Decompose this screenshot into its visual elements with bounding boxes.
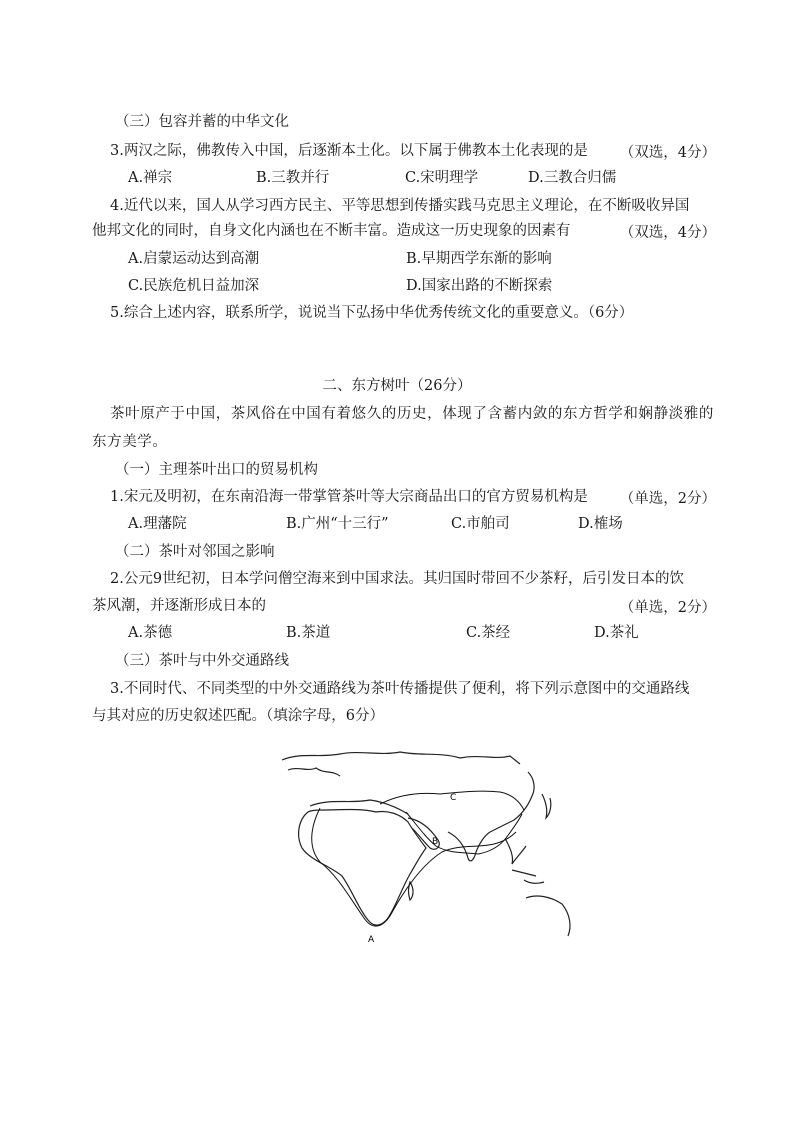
s2-q1-option-d[interactable]: D.榷场 [578,516,623,532]
s2-question-3-text-line2: 与其对应的历史叙述匹配。（填涂字母，6分） [92,708,384,724]
question-4-text-line1: 4.近代以来，国人从学习西方民主、平等思想到传播实践马克思主义理论，在不断吸收异国 [110,198,690,214]
northern-coastline [282,752,520,764]
section-title: 二、东方树叶（26分） [322,378,472,394]
s2-question-3-text-line1: 3.不同时代、不同类型的中外交通路线为茶叶传播提供了便利，将下列示意图中的交通路线 [110,681,690,697]
subsection-heading: （三）茶叶与中外交通路线 [115,653,289,669]
australia-outline [526,896,570,936]
africa-outline [299,810,426,926]
s2-q1-option-b[interactable]: B.广州“十三行” [286,516,389,532]
s2-q2-option-d[interactable]: D.茶礼 [594,625,639,641]
s2-question-1-text: 1.宋元及明初，在东南沿海一带掌管茶叶等大宗商品出口的官方贸易机构是 [110,489,588,505]
q3-option-a[interactable]: A.禅宗 [128,170,173,186]
q4-option-a[interactable]: A.启蒙运动达到高潮 [128,251,260,267]
s2-question-2-text-line1: 2.公元9世纪初，日本学问僧空海来到中国求法。其归国时带回不少茶籽，后引发日本的饮 [110,571,685,587]
route-c-label: C [450,793,457,803]
q3-option-d[interactable]: D.三教合归儒 [528,170,617,186]
s2-q2-option-c[interactable]: C.茶经 [466,625,511,641]
subsection-heading: （二）茶叶对邻国之影响 [115,544,275,560]
s2-q2-option-a[interactable]: A.茶德 [128,625,173,641]
subsection-heading: （三）包容并蓄的中华文化 [115,114,289,130]
trade-route-map [280,748,580,948]
route-b-label: B [432,837,439,847]
southeast-asia [506,840,526,864]
s2-question-2-marks: （单选，2分） [619,600,716,616]
s2-question-1-marks: （单选，2分） [619,491,716,507]
routes [312,791,524,926]
q4-option-c[interactable]: C.民族危机日益加深 [128,278,260,294]
coastlines [282,752,570,936]
question-3-marks: （双选，4分） [619,145,716,161]
mediterranean-coast [310,800,408,814]
intro-text-line1: 茶叶原产于中国，茶风俗在中国有着悠久的历史，体现了含蓄内敛的东方哲学和娴静淡雅的 [110,406,714,422]
s2-q1-option-c[interactable]: C.市舶司 [451,516,510,532]
s2-q1-option-a[interactable]: A.理藩院 [128,516,187,532]
subsection-heading: （一）主理茶叶出口的贸易机构 [115,462,318,478]
question-3-text: 3.两汉之际，佛教传入中国，后逐渐本土化。以下属于佛教本土化表现的是 [110,143,588,159]
q3-option-c[interactable]: C.宋明理学 [405,170,479,186]
china-coast [490,772,534,832]
indonesia-islands [524,880,544,883]
question-4-marks: （双选，4分） [619,225,716,241]
q4-option-b[interactable]: B.早期西学东渐的影响 [406,251,552,267]
japan-outline [542,794,551,818]
question-5-text: 5.综合上述内容，联系所学，说说当下弘扬中华优秀传统文化的重要意义。（6分） [110,305,634,321]
indonesia-islands [512,870,536,876]
s2-q2-option-b[interactable]: B.茶道 [286,625,331,641]
q4-option-d[interactable]: D.国家出路的不断探索 [406,278,553,294]
q3-option-b[interactable]: B.三教并行 [256,170,330,186]
s2-question-2-text-line2: 茶风潮，并逐渐形成日本的 [92,598,266,614]
europe-coast [288,768,340,776]
question-4-text-line2: 他邦文化的同时，自身文化内涵也在不断丰富。造成这一历史现象的因素有 [92,223,571,239]
route-a-label: A [368,935,375,945]
intro-text-line2: 东方美学。 [92,434,168,450]
